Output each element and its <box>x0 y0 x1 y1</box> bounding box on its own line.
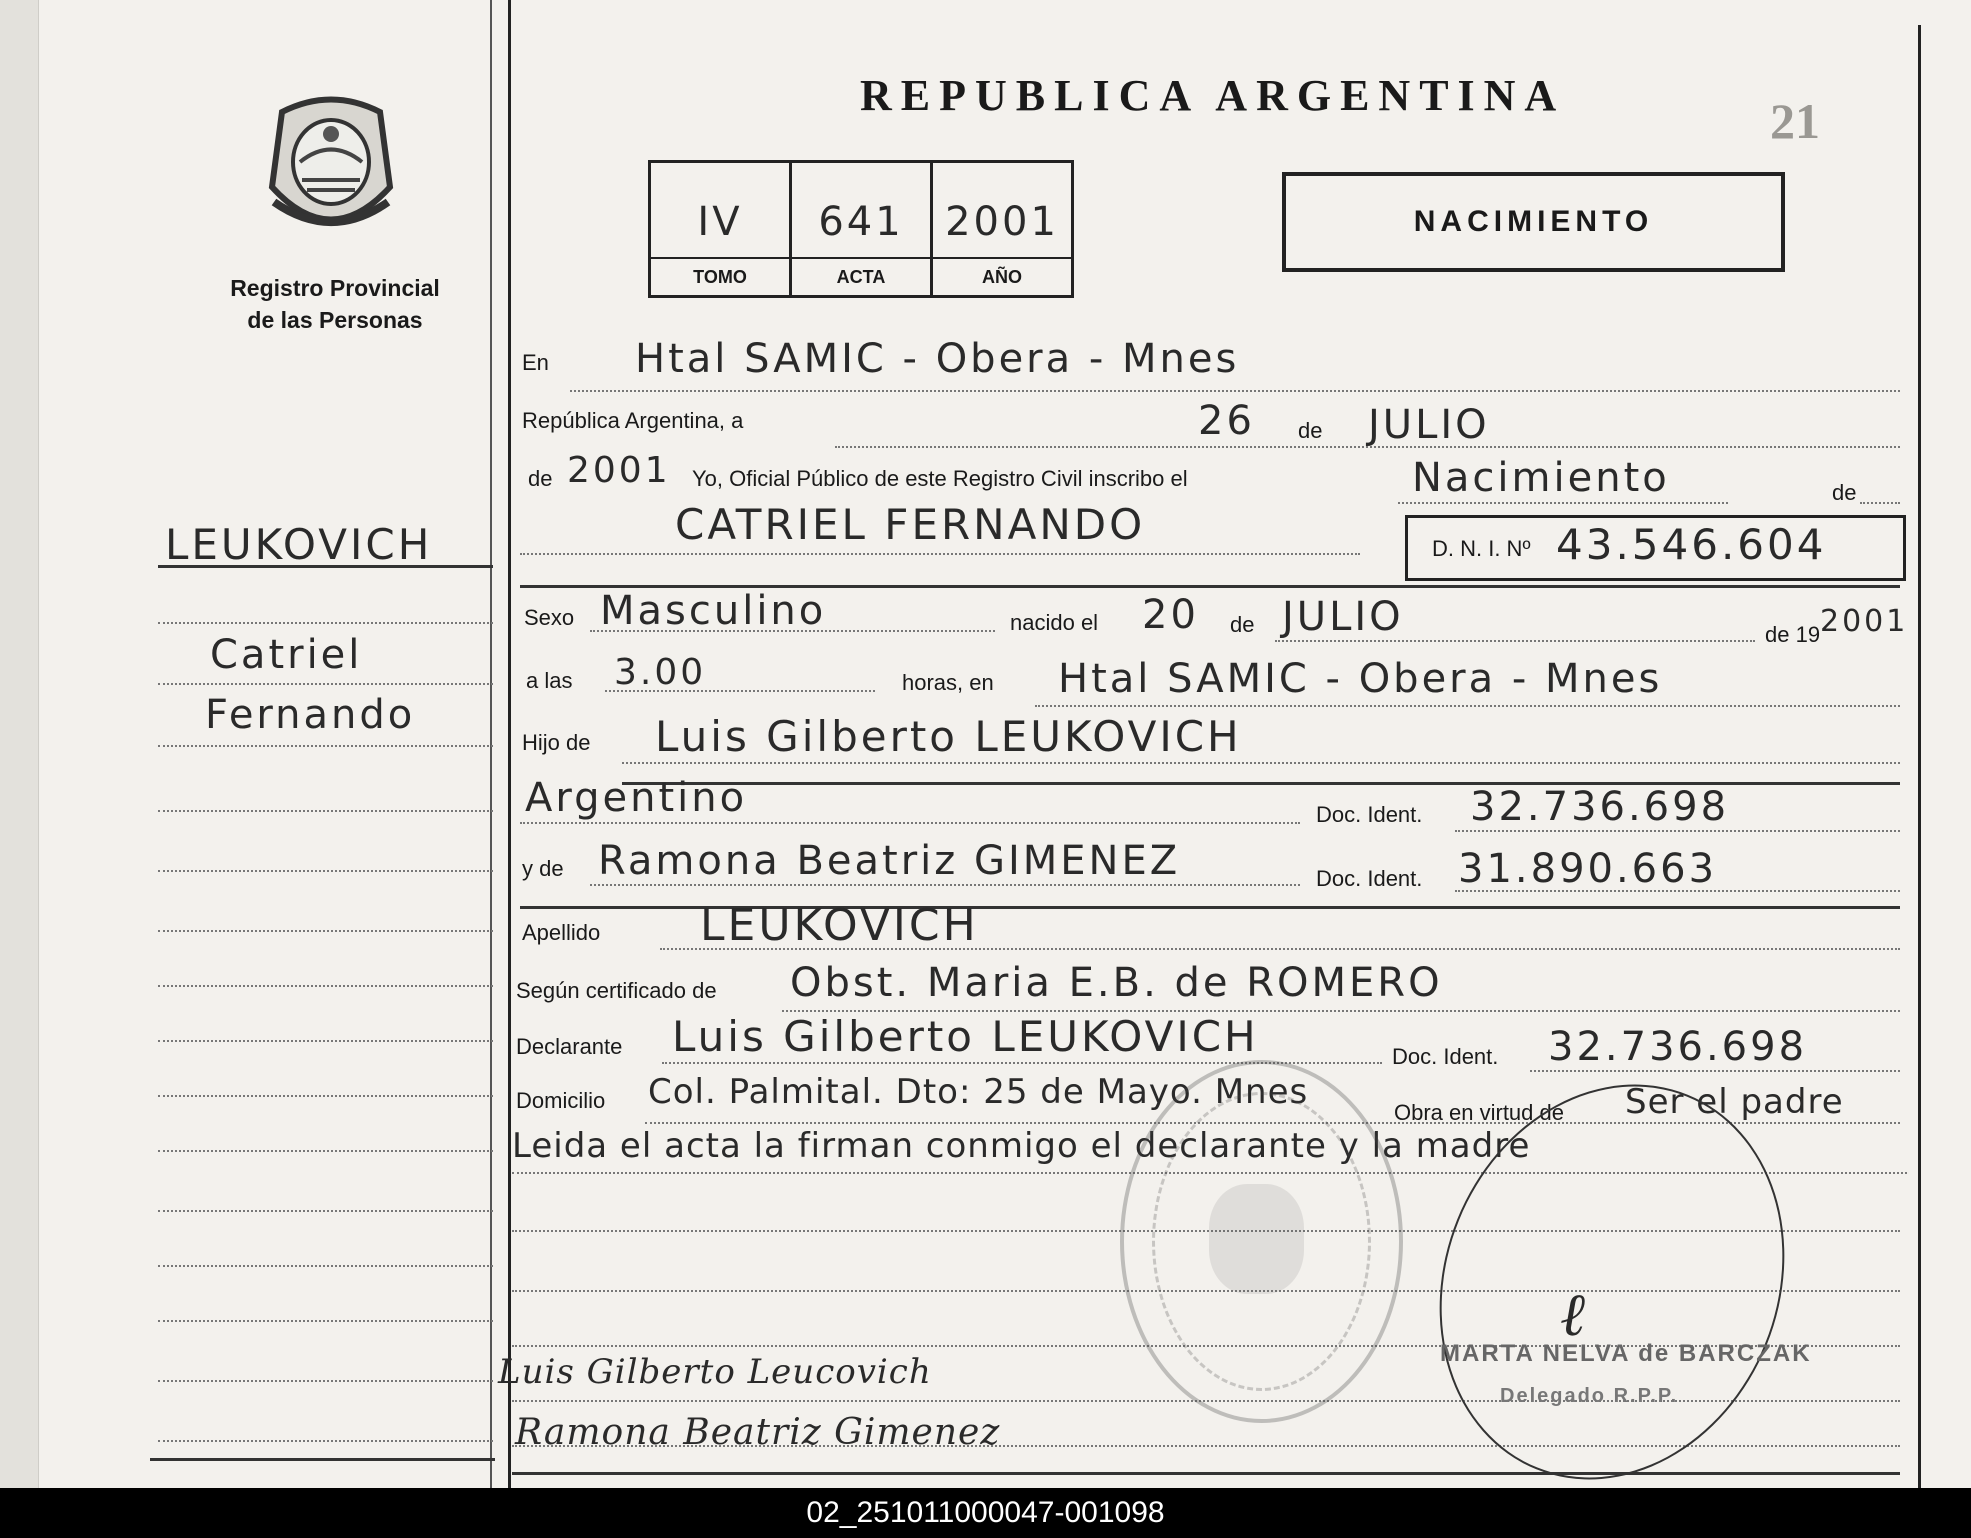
registry-line1: Registro Provincial <box>230 275 440 301</box>
book-binding <box>0 0 39 1488</box>
registry-line2: de las Personas <box>247 307 423 333</box>
label-hijo-de: Hijo de <box>522 730 591 755</box>
field-inscription-type: Nacimiento <box>1412 455 1670 501</box>
dni-box <box>1405 515 1906 581</box>
line-mother-doc <box>1455 890 1900 892</box>
line-sex <box>590 630 995 632</box>
bottom-rule <box>512 1472 1900 1475</box>
field-birth-day: 20 <box>1142 592 1199 638</box>
margin-line-3 <box>158 745 493 747</box>
label-de-birth-month: de <box>1230 612 1255 637</box>
country-title: REPUBLICA ARGENTINA <box>860 71 1566 120</box>
mother-signature: Ramona Beatriz Gimenez <box>515 1412 1001 1453</box>
line-inscription <box>1398 502 1728 504</box>
ano-value: 2001 <box>945 199 1059 245</box>
line-birth-month <box>1275 640 1755 642</box>
label-nacido-el: nacido el <box>1010 610 1099 635</box>
margin-line-10 <box>158 1150 493 1152</box>
record-type-box: NACIMIENTO <box>1282 172 1785 272</box>
field-names: CATRIEL FERNANDO <box>675 500 1146 549</box>
field-month: JULIO <box>1368 402 1490 448</box>
label-a-las: a las <box>526 668 573 693</box>
official-seal <box>1120 1060 1403 1423</box>
margin-line-1 <box>158 622 493 624</box>
registry-title <box>190 272 480 336</box>
field-mother-doc: 31.890.663 <box>1458 846 1718 892</box>
line-after <box>1860 502 1900 504</box>
line-hour <box>605 690 875 692</box>
seal-emblem <box>1209 1184 1304 1294</box>
acta-value: 641 <box>818 199 904 245</box>
label-obra: Obra en virtud de <box>1394 1100 1564 1125</box>
field-birth-place: Htal SAMIC - Obera - Mnes <box>1058 656 1663 702</box>
label-de-month: de <box>1298 418 1323 443</box>
official-role-stamp: Delegado R.P.P. <box>1500 1385 1679 1407</box>
label-dni: D. N. I. Nº <box>1432 536 1531 561</box>
label-de-after: de <box>1832 480 1857 505</box>
line-nationality <box>520 822 1300 824</box>
label-republica: República Argentina, a <box>522 408 744 433</box>
line-mother <box>590 884 1300 886</box>
field-nationality: Argentino <box>525 775 748 821</box>
margin-line-13 <box>158 1320 493 1322</box>
line-declarant-doc <box>1530 1070 1900 1072</box>
label-horas-en: horas, en <box>902 670 994 695</box>
official-name-stamp: MARTA NELVA de BARCZAK <box>1440 1340 1812 1367</box>
line-birth-place <box>1035 705 1900 707</box>
field-domicile: Col. Palmital. Dto: 25 de Mayo. Mnes <box>648 1072 1309 1112</box>
declarant-signature: Luis Gilberto Leucovich <box>498 1352 932 1392</box>
margin-rule <box>158 565 493 568</box>
label-y-de: y de <box>522 856 564 881</box>
ano-label: AÑO <box>933 257 1071 295</box>
image-id-footer: 02_251011000047-001098 <box>0 1488 1971 1538</box>
acta-label: ACTA <box>792 257 930 295</box>
field-obra-reason: Ser el padre <box>1625 1082 1844 1122</box>
field-dni: 43.546.604 <box>1556 520 1827 569</box>
field-sex: Masculino <box>600 588 827 634</box>
margin-line-6 <box>158 930 493 932</box>
page-number: 21 <box>1770 93 1820 149</box>
margin-line-9 <box>158 1095 493 1097</box>
label-sexo: Sexo <box>524 605 575 630</box>
label-mother-doc: Doc. Ident. <box>1316 866 1423 891</box>
label-en: En <box>522 350 549 375</box>
margin-line-4 <box>158 810 493 812</box>
field-birth-month: JULIO <box>1282 594 1404 640</box>
field-father: Luis Gilberto LEUKOVICH <box>655 712 1242 761</box>
label-segun: Según certificado de <box>516 978 717 1003</box>
field-birth-year: 2001 <box>1820 604 1909 639</box>
margin-line-11 <box>158 1210 493 1212</box>
column-divider <box>508 0 511 1488</box>
field-mother: Ramona Beatriz GIMENEZ <box>598 838 1181 884</box>
margin-given-name-1: Catriel <box>210 632 363 678</box>
label-de-year: de <box>528 466 553 491</box>
label-declarant-doc: Doc. Ident. <box>1392 1044 1499 1069</box>
field-hour: 3.00 <box>614 652 707 693</box>
tomo-value: IV <box>697 199 743 245</box>
field-certificate: Obst. Maria E.B. de ROMERO <box>790 960 1443 1006</box>
field-father-doc: 32.736.698 <box>1470 784 1730 830</box>
label-apellido: Apellido <box>522 920 601 945</box>
margin-bottom-rule <box>150 1458 495 1461</box>
line-place <box>570 390 1900 392</box>
margin-line-8 <box>158 1040 493 1042</box>
field-surname: LEUKOVICH <box>700 900 979 951</box>
field-declarant-doc: 32.736.698 <box>1548 1024 1808 1070</box>
margin-given-name-2: Fernando <box>205 692 416 738</box>
field-reading-note: Leida el acta la firman conmigo el declarante y la madre <box>512 1126 1531 1166</box>
field-place: Htal SAMIC - Obera - Mnes <box>635 336 1240 382</box>
line-father-doc <box>1455 830 1900 832</box>
tomo-label: TOMO <box>651 257 789 295</box>
tomo-cell <box>651 163 792 295</box>
label-de19: de 19 <box>1765 622 1821 647</box>
ano-cell <box>933 163 1071 295</box>
field-declarant: Luis Gilberto LEUKOVICH <box>672 1012 1259 1061</box>
field-day: 26 <box>1198 398 1255 444</box>
margin-line-2 <box>158 683 493 685</box>
line-surname <box>660 948 1900 950</box>
margin-line-15 <box>158 1440 493 1442</box>
record-reference-table <box>648 160 1074 298</box>
label-domicilio: Domicilio <box>516 1088 606 1113</box>
margin-surname: LEUKOVICH <box>165 520 433 569</box>
label-declarante: Declarante <box>516 1034 623 1059</box>
line-names <box>520 553 1360 555</box>
margin-line-14 <box>158 1380 493 1382</box>
label-yo-oficial: Yo, Oficial Público de este Registro Civil inscribo el <box>692 466 1188 491</box>
right-border <box>1918 25 1921 1488</box>
margin-line-5 <box>158 870 493 872</box>
official-signature-mark: ℓ <box>1560 1280 1585 1350</box>
provincial-crest-icon <box>262 92 400 242</box>
line-father <box>622 762 1900 764</box>
margin-line-12 <box>158 1265 493 1267</box>
margin-line-7 <box>158 985 493 987</box>
label-father-doc: Doc. Ident. <box>1316 802 1423 827</box>
field-year: 2001 <box>567 450 671 491</box>
acta-cell <box>792 163 933 295</box>
